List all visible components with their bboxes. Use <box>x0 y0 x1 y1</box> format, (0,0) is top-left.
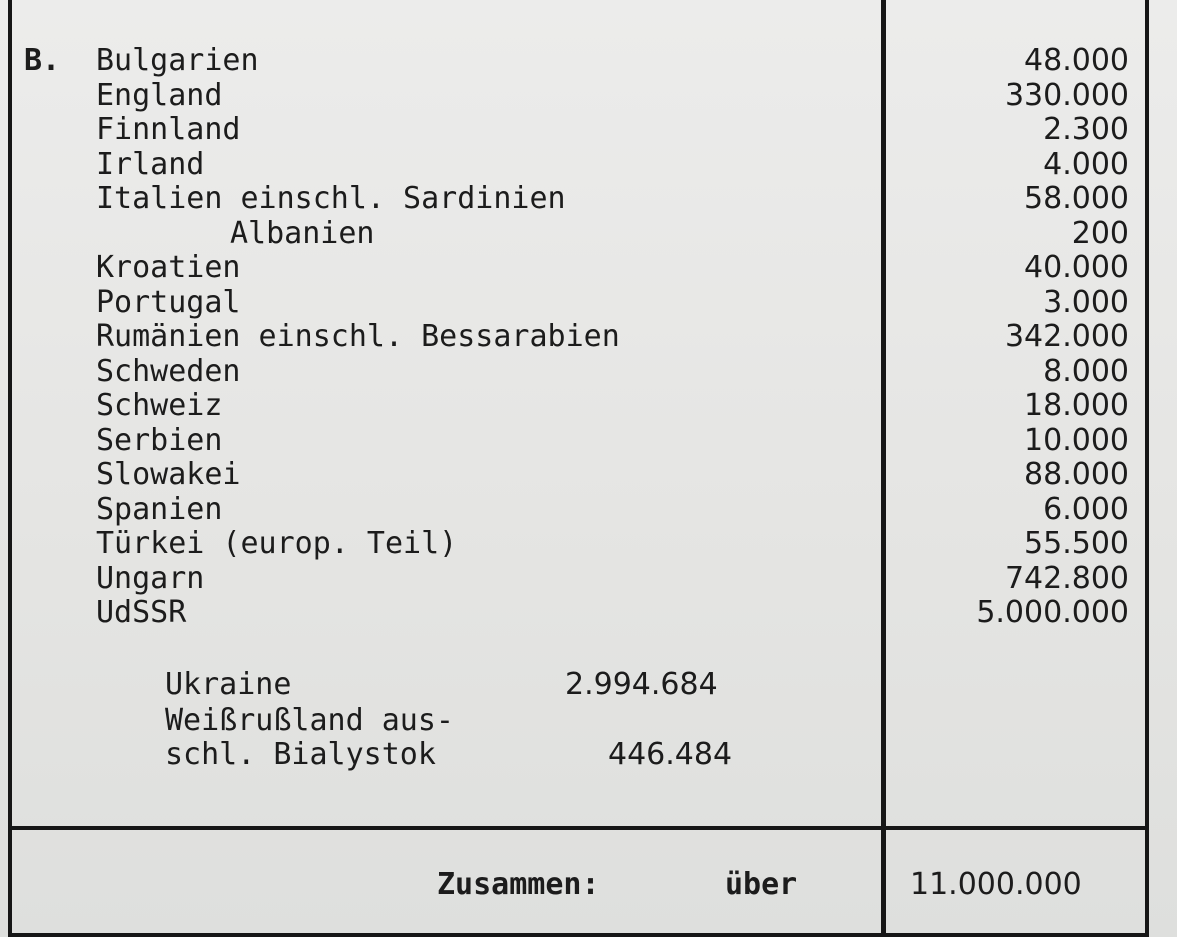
bottom-border-line <box>8 933 1149 937</box>
country-name: Serbien <box>96 422 223 458</box>
subentry-ukraine-value: 2.994.684 <box>565 667 718 702</box>
country-value: 330.000 <box>1004 77 1129 113</box>
country-name: Schweiz <box>96 388 223 423</box>
country-name: UdSSR <box>96 595 187 630</box>
country-name: Portugal <box>96 284 241 320</box>
total-value: 11.000.000 <box>910 867 1082 902</box>
country-name: Schweden <box>96 353 241 389</box>
country-value: 8.000 <box>1043 353 1129 389</box>
country-value: 58.000 <box>1024 181 1129 216</box>
country-name: Italien einschl. Sardinien <box>96 181 566 216</box>
country-name: Spanien <box>96 491 223 527</box>
left-border-line <box>8 0 12 937</box>
country-name: England <box>96 77 223 113</box>
subentry-byelorussia-value: 446.484 <box>608 737 733 772</box>
subentry-ukraine-label: Ukraine <box>165 667 292 702</box>
country-value: 10.000 <box>1024 422 1129 458</box>
country-value: 48.000 <box>1024 43 1129 78</box>
country-value: 4.000 <box>1043 146 1129 182</box>
country-value: 18.000 <box>1024 388 1129 423</box>
subentry-byelorussia-label-line1: Weißrußland aus- <box>165 703 454 738</box>
country-value: 5.000.000 <box>976 595 1129 630</box>
country-value: 6.000 <box>1043 491 1129 527</box>
value-list <box>976 44 1129 631</box>
section-marker: B. <box>24 43 61 78</box>
country-value: 2.300 <box>1043 112 1129 147</box>
country-value: 200 <box>1071 215 1129 251</box>
country-name: Kroatien <box>96 250 241 285</box>
country-name: Bulgarien <box>96 43 259 78</box>
country-list <box>96 44 620 631</box>
country-name: Ungarn <box>96 560 205 596</box>
right-border-line <box>1145 0 1149 937</box>
country-value: 342.000 <box>1004 319 1129 354</box>
country-value: 88.000 <box>1024 457 1129 492</box>
country-name: Slowakei <box>96 457 241 492</box>
column-divider-line <box>881 0 886 937</box>
country-name: Albanien <box>230 215 375 251</box>
total-label: Zusammen: <box>437 867 600 902</box>
country-name: Finnland <box>96 112 241 147</box>
country-value: 40.000 <box>1024 250 1129 285</box>
country-value: 3.000 <box>1043 284 1129 320</box>
country-name: Irland <box>96 146 205 182</box>
subentry-byelorussia-label-line2: schl. Bialystok <box>165 737 436 772</box>
country-value: 55.500 <box>1024 526 1129 561</box>
total-qualifier: über <box>725 867 798 902</box>
total-separator-line <box>8 826 1149 830</box>
country-name: Rumänien einschl. Bessarabien <box>96 319 620 354</box>
country-value: 742.800 <box>1004 560 1129 596</box>
country-name: Türkei (europ. Teil) <box>96 526 458 561</box>
